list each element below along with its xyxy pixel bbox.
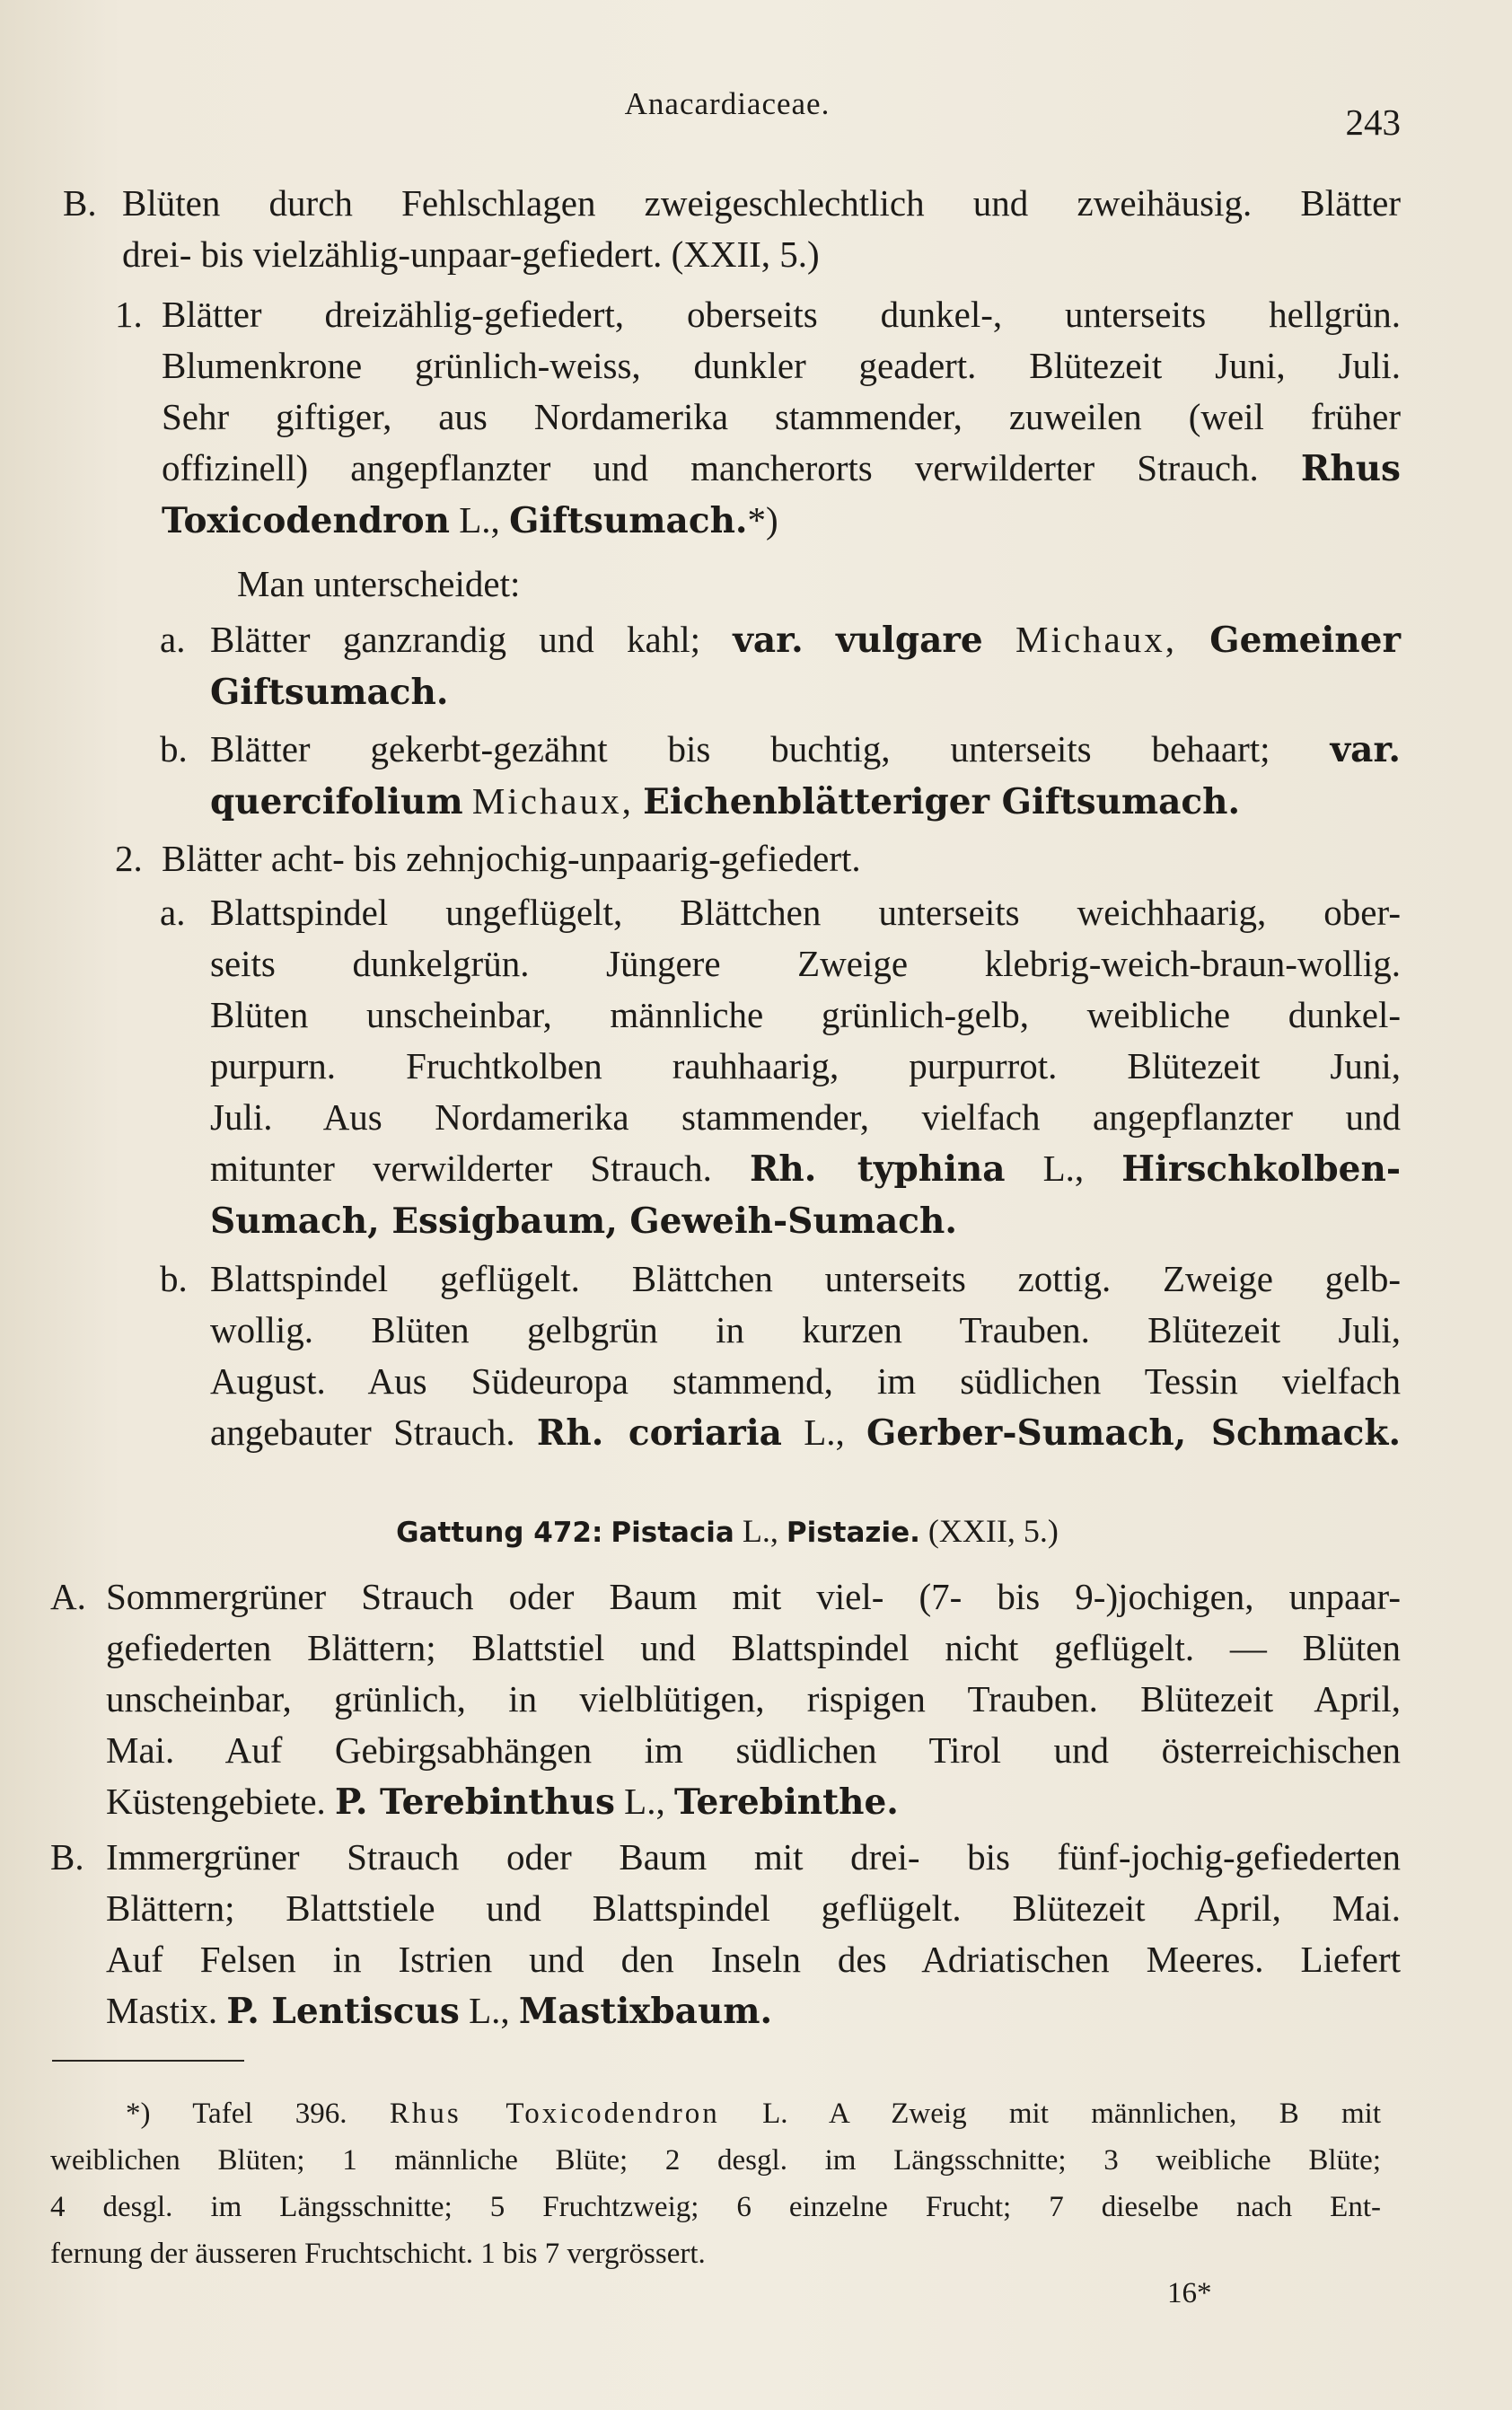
text-line: purpurn. Fruchtkolben rauhhaarig, purpurrot. Blütezeit Juni, — [210, 1045, 1401, 1086]
var-label: var. — [1330, 729, 1401, 770]
pistacia-b-text — [106, 1832, 1401, 2037]
text-line — [162, 443, 1401, 495]
text-segment: L. A Zweig mit männlichen, B mit — [762, 2098, 1382, 2130]
class-ref: (XXII, 5.) — [927, 1513, 1059, 1549]
text-segment: *) Tafel 396. — [126, 2098, 347, 2130]
common-name: Terebinthe. — [673, 1781, 899, 1823]
author: Michaux, — [1015, 619, 1177, 660]
species-name: P. Lentiscus — [226, 1991, 460, 2032]
text-line: weiblichen Blüten; 1 männliche Blüte; 2 desgl. im Längsschnitte; 3 weibliche Blüte; — [50, 2144, 1381, 2177]
item-1-marker: 1. — [115, 294, 143, 335]
text-line: Blattspindel ungeflügelt, Blättchen unterseits weichhaarig, ober- — [210, 892, 1401, 933]
item-2a-text — [210, 887, 1401, 1247]
text-line: Blätter dreizählig-gefiedert, oberseits dunkel-, unterseits hellgrün. — [162, 294, 1401, 335]
text-line — [126, 2090, 1381, 2137]
item-2-text: Blätter acht- bis zehnjochig-unpaarig-gefiedert. — [162, 838, 861, 879]
text-line: 4 desgl. im Längsschnitte; 5 Fruchtzweig; 6 einzelne Frucht; 7 dieselbe nach Ent- — [50, 2191, 1381, 2223]
species-name: Rh. typhina — [750, 1148, 1006, 1190]
text-line — [210, 724, 1401, 776]
text-segment: offizinell) angepflanzter und mancherorts verwilderter Strauch. — [162, 447, 1259, 488]
section-b-marker: B. — [63, 182, 97, 224]
pistacia-b-marker: B. — [50, 1836, 84, 1878]
common-name: Mastixbaum. — [518, 1991, 773, 2032]
text-segment: Blätter ganzrandig und kahl; — [210, 619, 700, 660]
text-line — [210, 1195, 1401, 1247]
species-name: Toxicodendron — [162, 500, 451, 541]
text-line — [210, 614, 1401, 666]
text-line: Blüten unscheinbar, männliche grünlich-gelb, weibliche dunkel- — [210, 994, 1401, 1035]
genus-name: Pistacia — [611, 1517, 734, 1549]
item-1a-marker: a. — [160, 619, 186, 660]
common-name: Sumach, Essigbaum, Geweih-Sumach. — [210, 1201, 957, 1242]
page-number: 243 — [1345, 101, 1401, 143]
text-line: Blüten durch Fehlschlagen zweigeschlechtlich und zweihäusig. Blätter — [122, 182, 1401, 224]
species-name: P. Terebinthus — [335, 1781, 615, 1823]
running-header: Anacardiaceae. — [624, 86, 831, 121]
text-line — [210, 666, 1401, 718]
text-line — [210, 1407, 1401, 1459]
item-2b-marker: b. — [160, 1258, 188, 1299]
common-name: Eichenblätteriger Giftsumach. — [643, 781, 1241, 822]
text-segment: Blätter gekerbt-gezähnt bis buchtig, unterseits behaart; — [210, 728, 1270, 770]
genus-label: Gattung 472: — [396, 1517, 603, 1549]
text-line: August. Aus Südeuropa stammend, im südlichen Tessin vielfach — [210, 1360, 1401, 1402]
text-segment: angebauter Strauch. — [210, 1412, 515, 1453]
genus-heading — [0, 1512, 1455, 1550]
text-line: gefiederten Blättern; Blattstiel und Blattspindel nicht geflügelt. — Blüten — [106, 1627, 1401, 1668]
item-2b-text — [210, 1253, 1401, 1459]
item-1-text — [162, 289, 1401, 547]
text-line: Immergrüner Strauch oder Baum mit drei- bis fünf-jochig-gefiederten — [106, 1836, 1401, 1878]
footnote-ref: *) — [747, 499, 778, 541]
signature-mark: 16* — [1167, 2277, 1212, 2309]
footnote-body — [50, 2137, 1381, 2277]
variety-name: vulgare — [836, 620, 983, 661]
item-2-marker: 2. — [115, 838, 143, 879]
pistacia-a-marker: A. — [50, 1576, 86, 1617]
text-line: Juli. Aus Nordamerika stammender, vielfach angepflanzter und — [210, 1096, 1401, 1138]
author: L., — [624, 1781, 665, 1822]
author: L., — [742, 1513, 778, 1549]
text-line — [210, 776, 1401, 828]
text-line: Blumenkrone grünlich-weiss, dunkler geadert. Blütezeit Juni, Juli. — [162, 345, 1401, 386]
text-line — [106, 1985, 1401, 2037]
text-segment: Küstengebiete. — [106, 1781, 326, 1822]
common-name: Gerber-Sumach, Schmack. — [866, 1412, 1402, 1454]
text-segment: Mastix. — [106, 1990, 218, 2031]
text-segment: mitunter verwilderter Strauch. — [210, 1148, 712, 1189]
item-1b-marker: b. — [160, 728, 188, 770]
author: L., — [469, 1990, 510, 2031]
common-name: Gemeiner — [1209, 620, 1401, 661]
item-2a-marker: a. — [160, 892, 186, 933]
text-line: wollig. Blüten gelbgrün in kurzen Trauben. Blütezeit Juli, — [210, 1309, 1401, 1350]
species-name: Rh. coriaria — [536, 1412, 782, 1454]
species-name: Rhus Toxicodendron — [389, 2098, 720, 2130]
var-label: var. — [733, 620, 804, 661]
text-line: unscheinbar, grünlich, in vielblütigen, rispigen Trauben. Blütezeit April, — [106, 1678, 1401, 1720]
text-line: drei- bis vielzählig-unpaar-gefiedert. (XXII, 5.) — [122, 233, 820, 275]
pistacia-a-text — [106, 1571, 1401, 1828]
item-1a-text — [210, 614, 1401, 718]
common-name: Hirschkolben- — [1121, 1148, 1402, 1190]
common-name: Pistazie. — [786, 1517, 920, 1549]
text-line — [106, 1776, 1401, 1828]
text-line — [210, 1143, 1401, 1195]
item-1b-text — [210, 724, 1401, 828]
text-line — [162, 495, 1401, 547]
text-line: Sommergrüner Strauch oder Baum mit viel- (7- bis 9-)jochigen, unpaar- — [106, 1576, 1401, 1617]
footnote-first-line — [126, 2090, 1381, 2137]
common-name: Giftsumach. — [210, 672, 449, 713]
common-name: Giftsumach. — [509, 500, 748, 541]
text-line: Sehr giftiger, aus Nordamerika stammender, zuweilen (weil früher — [162, 396, 1401, 437]
text-line: Blättern; Blattstiele und Blattspindel geflügelt. Blütezeit April, Mai. — [106, 1887, 1401, 1929]
author: Michaux, — [471, 780, 634, 822]
section-b-text — [122, 178, 1401, 280]
author: L., — [1042, 1148, 1085, 1189]
footnote-divider — [52, 2060, 244, 2062]
text-line: seits dunkelgrün. Jüngere Zweige klebrig-weich-braun-wollig. — [210, 943, 1401, 984]
text-line: Mai. Auf Gebirgsabhängen im südlichen Tirol und österreichischen — [106, 1729, 1401, 1771]
variety-name: quercifolium — [210, 781, 463, 822]
text-line: Auf Felsen in Istrien und den Inseln des Adriatischen Meeres. Liefert — [106, 1939, 1401, 1980]
text-line: Blattspindel geflügelt. Blättchen unterseits zottig. Zweige gelb- — [210, 1258, 1401, 1299]
author: L., — [459, 499, 500, 541]
author: L., — [804, 1412, 845, 1453]
text-line: fernung der äusseren Fruchtschicht. 1 bis 7 vergrössert. — [50, 2238, 706, 2270]
genus-name: Rhus — [1300, 448, 1401, 489]
man-unterscheidet: Man unterscheidet: — [237, 563, 521, 604]
